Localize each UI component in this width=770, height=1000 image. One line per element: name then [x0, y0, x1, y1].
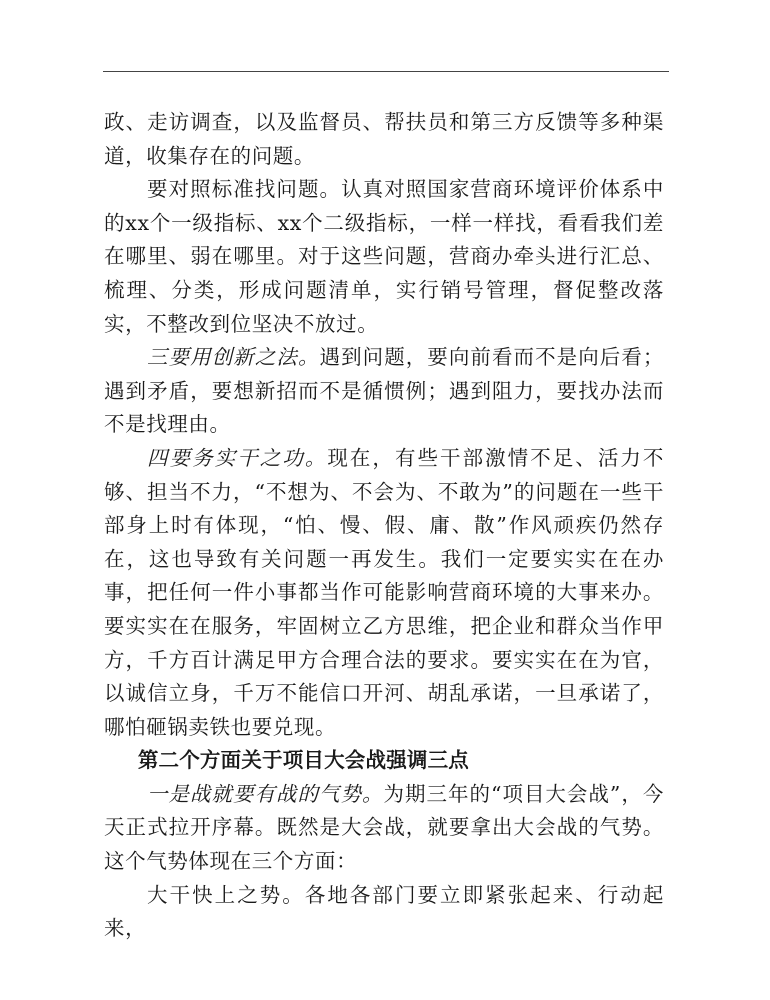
- paragraph-text: 大干快上之势。各地各部门要立即紧张起来、行动起来，: [104, 882, 664, 941]
- paragraph: [104, 442, 664, 744]
- paragraph: [104, 879, 664, 946]
- paragraph-lead: 三要用创新之法。: [147, 345, 320, 370]
- paragraph-lead: 四要务实干之功。: [147, 445, 328, 470]
- document-body: [104, 106, 664, 946]
- paragraph-continued: [104, 106, 664, 173]
- paragraph-text: 政、走访调查，以及监督员、帮扶员和第三方反馈等多种渠道，收集存在的问题。: [104, 110, 664, 168]
- paragraph-lead: 一是战就要有战的气势。: [147, 781, 384, 806]
- paragraph: [104, 778, 664, 879]
- header-rule: [103, 71, 669, 72]
- paragraph: [104, 341, 664, 442]
- section-heading: 第二个方面关于项目大会战强调三点: [137, 748, 470, 773]
- paragraph-text: 为期三年的“项目大会战”，今天正式拉开序幕。既然是大会战，就要拿出大会战的气势。这个气势体现在三个方面：: [104, 781, 664, 874]
- paragraph-text: 遇到问题，要向前看而不是向后看；遇到矛盾，要想新招而不是循惯例；遇到阻力，要找办法而不是找理由。: [104, 345, 664, 437]
- paragraph: [104, 173, 664, 341]
- paragraph-text: 要对照标准找问题。认真对照国家营商环境评价体系中的xx个一级指标、xx个二级指标，一样一样找，看看我们差在哪里、弱在哪里。对于这些问题，营商办牵头进行汇总、梳理、分类，形成问题清单，实行销号管理，督促整改落实，不整改到位坚决不放过。: [104, 177, 664, 336]
- paragraph-text: 现在，有些干部激情不足、活力不够、担当不力，“不想为、不会为、不敢为”的问题在一些干部身上时有体现，“怕、慢、假、庸、散”作风顽疾仍然存在，这也导致有关问题一再发生。我们一定要实实在在办事，把任何一件小事都当作可能影响营商环境的大事来办。要实实在在服务，牢固树立乙方思维，把企业和群众当作甲方，千方百计满足甲方合理合法的要求。要实实在在为官，以诚信立身，千万不能信口开河、胡乱承诺，一旦承诺了，哪怕砸锅卖铁也要兑现。: [104, 445, 664, 739]
